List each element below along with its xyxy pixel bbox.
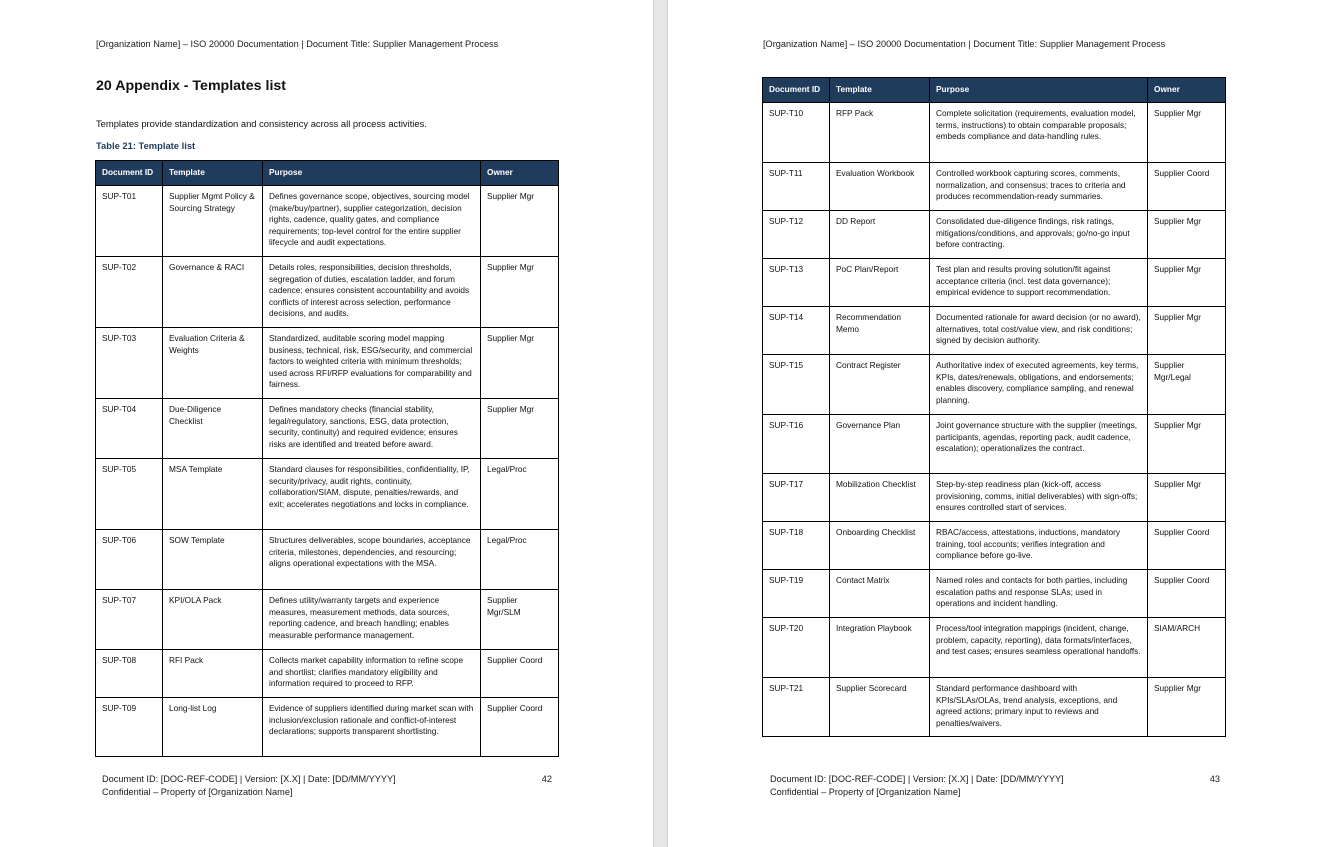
cell-document-id: SUP-T12 (763, 211, 830, 259)
cell-template: RFI Pack (163, 650, 263, 698)
cell-template: Contact Matrix (830, 570, 930, 618)
cell-document-id: SUP-T02 (96, 257, 163, 328)
cell-owner: Supplier Mgr (1148, 415, 1226, 474)
cell-owner: Supplier Mgr (481, 257, 559, 328)
cell-owner: Supplier Mgr (481, 399, 559, 459)
cell-document-id: SUP-T06 (96, 530, 163, 590)
document-page-42 (0, 0, 653, 847)
cell-template: Evaluation Criteria & Weights (163, 328, 263, 399)
cell-owner: Supplier Coord (481, 698, 559, 757)
cell-document-id: SUP-T11 (763, 163, 830, 211)
column-header-purpose: Purpose (930, 78, 1148, 103)
table-row (763, 163, 1226, 211)
page-footer (770, 773, 1220, 798)
cell-document-id: SUP-T20 (763, 618, 830, 678)
cell-document-id: SUP-T09 (96, 698, 163, 757)
cell-document-id: SUP-T10 (763, 103, 830, 163)
cell-purpose: Complete solicitation (requirements, evaluation model, terms, instructions) to obtain comparable proposals; embeds compliance and data-handling rules. (930, 103, 1148, 163)
cell-owner: SIAM/ARCH (1148, 618, 1226, 678)
column-header-owner: Owner (481, 161, 559, 186)
cell-document-id: SUP-T05 (96, 459, 163, 530)
cell-document-id: SUP-T15 (763, 355, 830, 415)
cell-purpose: Evidence of suppliers identified during market scan with inclusion/exclusion rationale and conflict-of-interest declarations; supports transparent shortlisting. (263, 698, 481, 757)
cell-owner: Supplier Mgr (1148, 211, 1226, 259)
cell-purpose: Process/tool integration mappings (incident, change, problem, capacity, reporting), data formats/interfaces, and test cases; ensures seamless operational handoffs. (930, 618, 1148, 678)
column-header-template: Template (163, 161, 263, 186)
page-number: 43 (1209, 774, 1220, 784)
cell-purpose: Standard performance dashboard with KPIs/SLAs/OLAs, trend analysis, exceptions, and agreed actions; primary input to reviews and penalties/waivers. (930, 678, 1148, 737)
table-row (96, 399, 559, 459)
document-page-43 (668, 0, 1321, 847)
table-row (96, 459, 559, 530)
cell-owner: Legal/Proc (481, 530, 559, 590)
cell-document-id: SUP-T21 (763, 678, 830, 737)
column-header-document-id: Document ID (96, 161, 163, 186)
footer-doc-info: Document ID: [DOC-REF-CODE] | Version: [X.X] | Date: [DD/MM/YYYY] (770, 774, 1064, 784)
cell-purpose: Consolidated due-diligence findings, risk ratings, mitigations/conditions, and approvals; go/no-go input before contracting. (930, 211, 1148, 259)
cell-owner: Supplier Mgr/Legal (1148, 355, 1226, 415)
cell-template: SOW Template (163, 530, 263, 590)
cell-purpose: Structures deliverables, scope boundaries, acceptance criteria, milestones, dependencies, and resourcing; aligns operational expectations with the MSA. (263, 530, 481, 590)
table-row (96, 650, 559, 698)
cell-owner: Supplier Mgr (1148, 474, 1226, 522)
cell-purpose: Defines governance scope, objectives, sourcing model (make/buy/partner), supplier categorization, decision rights, cadence, quality gates, and compliance requirements; top-level control for the entire supplier lifecycle and audit expectations. (263, 186, 481, 257)
page-footer (102, 773, 552, 798)
footer-doc-info: Document ID: [DOC-REF-CODE] | Version: [X.X] | Date: [DD/MM/YYYY] (102, 774, 396, 784)
cell-document-id: SUP-T07 (96, 590, 163, 650)
cell-template: KPI/OLA Pack (163, 590, 263, 650)
cell-purpose: Documented rationale for award decision (or no award), alternatives, total cost/value view, and risk conditions; signed by decision authority. (930, 307, 1148, 355)
table-row (763, 474, 1226, 522)
table-row (763, 415, 1226, 474)
table-row (763, 522, 1226, 570)
cell-template: Mobilization Checklist (830, 474, 930, 522)
cell-template: Contract Register (830, 355, 930, 415)
cell-purpose: Test plan and results proving solution/fit against acceptance criteria (incl. test data governance); empirical evidence to support recommendation. (930, 259, 1148, 307)
cell-purpose: Authoritative index of executed agreements, key terms, KPIs, dates/renewals, obligations, and endorsements; enables discovery, compliance sampling, and renewal planning. (930, 355, 1148, 415)
cell-document-id: SUP-T08 (96, 650, 163, 698)
cell-purpose: Defines utility/warranty targets and experience measures, measurement methods, data sources, reporting cadence, and breach handling; enables measurable performance management. (263, 590, 481, 650)
table-caption: Table 21: Template list (96, 140, 196, 151)
table-row (96, 328, 559, 399)
cell-template: Supplier Scorecard (830, 678, 930, 737)
table-row (763, 678, 1226, 737)
cell-purpose: Joint governance structure with the supplier (meetings, participants, agendas, reporting pack, audit cadence, escalation); operationalizes the contract. (930, 415, 1148, 474)
cell-document-id: SUP-T01 (96, 186, 163, 257)
cell-document-id: SUP-T16 (763, 415, 830, 474)
intro-paragraph: Templates provide standardization and consistency across all process activities. (96, 118, 427, 129)
cell-document-id: SUP-T03 (96, 328, 163, 399)
cell-template: RFP Pack (830, 103, 930, 163)
footer-confidential: Confidential – Property of [Organization Name] (770, 786, 961, 797)
cell-template: Governance & RACI (163, 257, 263, 328)
cell-owner: Supplier Mgr (1148, 259, 1226, 307)
cell-purpose: Details roles, responsibilities, decision thresholds, segregation of duties, escalation ladder, and forum cadence; ensures consistent accountability and avoids conflicts of interest across selection, performance decisions, and audits. (263, 257, 481, 328)
table-header-row (763, 78, 1226, 103)
cell-owner: Supplier Mgr (1148, 307, 1226, 355)
cell-owner: Legal/Proc (481, 459, 559, 530)
cell-owner: Supplier Coord (1148, 570, 1226, 618)
cell-document-id: SUP-T18 (763, 522, 830, 570)
table-row (763, 618, 1226, 678)
cell-template: Integration Playbook (830, 618, 930, 678)
table-row (96, 590, 559, 650)
column-header-purpose: Purpose (263, 161, 481, 186)
cell-owner: Supplier Mgr/SLM (481, 590, 559, 650)
cell-template: Governance Plan (830, 415, 930, 474)
cell-purpose: Named roles and contacts for both parties, including escalation paths and response SLAs; used in operations and incident handling. (930, 570, 1148, 618)
column-header-template: Template (830, 78, 930, 103)
cell-document-id: SUP-T13 (763, 259, 830, 307)
cell-owner: Supplier Mgr (481, 186, 559, 257)
table-row (763, 211, 1226, 259)
table-row (96, 698, 559, 757)
template-table (95, 160, 559, 757)
cell-purpose: Standardized, auditable scoring model mapping business, technical, risk, ESG/security, and commercial factors to weighted criteria with minimum thresholds; used across RFI/RFP evaluations for comparability and fairness. (263, 328, 481, 399)
cell-owner: Supplier Mgr (481, 328, 559, 399)
cell-template: Supplier Mgmt Policy & Sourcing Strategy (163, 186, 263, 257)
cell-document-id: SUP-T14 (763, 307, 830, 355)
page-header: [Organization Name] – ISO 20000 Documentation | Document Title: Supplier Management Process (763, 39, 1166, 49)
table-row (96, 530, 559, 590)
cell-purpose: Standard clauses for responsibilities, confidentiality, IP, security/privacy, audit rights, continuity, collaboration/SIAM, dispute, penalties/rewards, and exit; accelerates negotiations and locks in compliance. (263, 459, 481, 530)
table-row (763, 307, 1226, 355)
table-row (763, 570, 1226, 618)
cell-template: Evaluation Workbook (830, 163, 930, 211)
cell-document-id: SUP-T04 (96, 399, 163, 459)
cell-owner: Supplier Coord (1148, 163, 1226, 211)
cell-template: Onboarding Checklist (830, 522, 930, 570)
cell-purpose: RBAC/access, attestations, inductions, mandatory training, tool accounts; verifies integration and compliance before go-live. (930, 522, 1148, 570)
cell-template: Recommendation Memo (830, 307, 930, 355)
table-row (763, 103, 1226, 163)
cell-template: MSA Template (163, 459, 263, 530)
cell-purpose: Collects market capability information to refine scope and shortlist; clarifies mandatory eligibility and information required to proceed to RFP. (263, 650, 481, 698)
column-header-owner: Owner (1148, 78, 1226, 103)
cell-template: Long-list Log (163, 698, 263, 757)
cell-template: Due-Diligence Checklist (163, 399, 263, 459)
template-table-continued (762, 77, 1226, 737)
page-header: [Organization Name] – ISO 20000 Documentation | Document Title: Supplier Management Process (96, 39, 499, 49)
table-row (763, 259, 1226, 307)
cell-template: PoC Plan/Report (830, 259, 930, 307)
cell-purpose: Controlled workbook capturing scores, comments, normalization, and consensus; traces to criteria and produces recommendation-ready summaries. (930, 163, 1148, 211)
page-number: 42 (541, 774, 552, 784)
cell-document-id: SUP-T19 (763, 570, 830, 618)
table-row (763, 355, 1226, 415)
cell-owner: Supplier Mgr (1148, 103, 1226, 163)
column-header-document-id: Document ID (763, 78, 830, 103)
cell-owner: Supplier Coord (481, 650, 559, 698)
cell-template: DD Report (830, 211, 930, 259)
cell-owner: Supplier Coord (1148, 522, 1226, 570)
footer-confidential: Confidential – Property of [Organization Name] (102, 786, 293, 797)
cell-purpose: Step-by-step readiness plan (kick-off, access provisioning, comms, initial deliverables) with sign-offs; ensures controlled start of services. (930, 474, 1148, 522)
cell-document-id: SUP-T17 (763, 474, 830, 522)
table-header-row (96, 161, 559, 186)
cell-owner: Supplier Mgr (1148, 678, 1226, 737)
table-row (96, 186, 559, 257)
table-row (96, 257, 559, 328)
section-title: 20 Appendix - Templates list (96, 78, 286, 94)
cell-purpose: Defines mandatory checks (financial stability, legal/regulatory, sanctions, ESG, data protection, security, continuity) and required evidence; ensures risks are identified and treated before award. (263, 399, 481, 459)
